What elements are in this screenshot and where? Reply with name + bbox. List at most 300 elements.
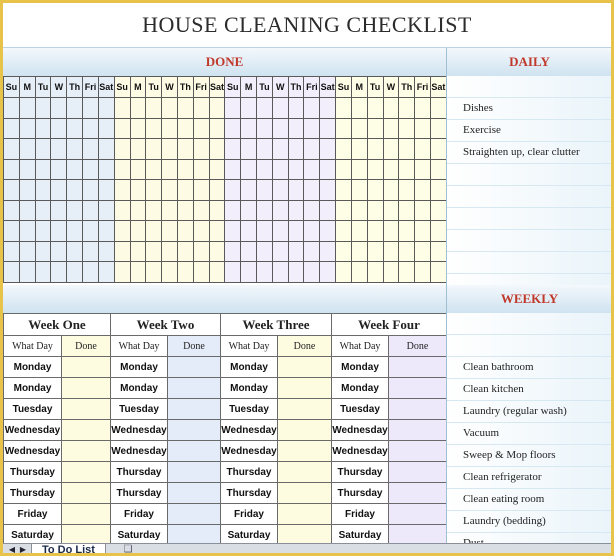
what-day-cell[interactable]: Saturday [111,525,168,546]
grid-check-cell[interactable] [399,241,415,262]
grid-check-cell[interactable] [114,118,130,139]
grid-check-cell[interactable] [241,241,257,262]
grid-check-cell[interactable] [257,118,273,139]
grid-check-cell[interactable] [177,262,193,283]
grid-check-cell[interactable] [399,180,415,201]
grid-check-cell[interactable] [83,139,99,160]
grid-check-cell[interactable] [51,180,67,201]
done-cell[interactable] [389,504,447,525]
grid-check-cell[interactable] [367,159,383,180]
done-cell[interactable] [62,378,111,399]
grid-check-cell[interactable] [67,98,83,119]
grid-check-cell[interactable] [288,159,304,180]
grid-check-cell[interactable] [162,200,178,221]
sheet-tab-to-do-list[interactable]: To Do List [31,544,106,553]
what-day-cell[interactable]: Monday [111,378,168,399]
grid-check-cell[interactable] [98,98,114,119]
done-cell[interactable] [168,357,221,378]
grid-check-cell[interactable] [162,98,178,119]
grid-check-cell[interactable] [383,118,399,139]
grid-check-cell[interactable] [383,159,399,180]
grid-check-cell[interactable] [415,262,431,283]
grid-check-cell[interactable] [19,200,35,221]
done-cell[interactable] [389,462,447,483]
grid-check-cell[interactable] [130,139,146,160]
grid-check-cell[interactable] [162,221,178,242]
what-day-cell[interactable]: Wednesday [332,420,389,441]
done-cell[interactable] [278,441,332,462]
done-cell[interactable] [168,462,221,483]
grid-check-cell[interactable] [177,241,193,262]
what-day-cell[interactable]: Saturday [221,525,278,546]
grid-check-cell[interactable] [98,139,114,160]
grid-check-cell[interactable] [320,221,336,242]
grid-check-cell[interactable] [430,180,446,201]
what-day-cell[interactable]: Tuesday [111,399,168,420]
grid-check-cell[interactable] [193,180,209,201]
done-cell[interactable] [389,483,447,504]
grid-check-cell[interactable] [193,139,209,160]
grid-check-cell[interactable] [35,118,51,139]
what-day-cell[interactable]: Wednesday [111,420,168,441]
grid-check-cell[interactable] [51,98,67,119]
what-day-cell[interactable]: Monday [221,378,278,399]
grid-check-cell[interactable] [35,159,51,180]
grid-check-cell[interactable] [193,221,209,242]
grid-check-cell[interactable] [367,118,383,139]
grid-check-cell[interactable] [146,262,162,283]
grid-check-cell[interactable] [288,98,304,119]
grid-check-cell[interactable] [19,241,35,262]
grid-check-cell[interactable] [177,180,193,201]
what-day-cell[interactable]: Saturday [4,525,62,546]
grid-check-cell[interactable] [430,139,446,160]
what-day-cell[interactable]: Thursday [111,462,168,483]
grid-check-cell[interactable] [225,221,241,242]
grid-check-cell[interactable] [257,241,273,262]
what-day-cell[interactable]: Thursday [4,462,62,483]
grid-check-cell[interactable] [130,159,146,180]
grid-check-cell[interactable] [399,262,415,283]
grid-check-cell[interactable] [83,241,99,262]
what-day-cell[interactable]: Friday [221,504,278,525]
grid-check-cell[interactable] [257,98,273,119]
grid-check-cell[interactable] [272,139,288,160]
what-day-cell[interactable]: Wednesday [221,420,278,441]
grid-check-cell[interactable] [367,241,383,262]
grid-check-cell[interactable] [114,221,130,242]
grid-check-cell[interactable] [146,221,162,242]
grid-check-cell[interactable] [19,159,35,180]
grid-check-cell[interactable] [257,180,273,201]
done-cell[interactable] [278,378,332,399]
grid-check-cell[interactable] [415,241,431,262]
grid-check-cell[interactable] [415,180,431,201]
grid-check-cell[interactable] [430,98,446,119]
grid-check-cell[interactable] [304,159,320,180]
grid-check-cell[interactable] [51,139,67,160]
grid-check-cell[interactable] [19,180,35,201]
what-day-cell[interactable]: Friday [4,504,62,525]
what-day-cell[interactable]: Wednesday [4,420,62,441]
new-sheet-icon[interactable]: ❏ [123,544,133,553]
grid-check-cell[interactable] [35,221,51,242]
grid-check-cell[interactable] [399,221,415,242]
grid-check-cell[interactable] [351,98,367,119]
done-cell[interactable] [62,483,111,504]
grid-check-cell[interactable] [83,118,99,139]
what-day-cell[interactable]: Thursday [221,462,278,483]
grid-check-cell[interactable] [430,221,446,242]
grid-check-cell[interactable] [162,241,178,262]
grid-check-cell[interactable] [130,118,146,139]
grid-check-cell[interactable] [4,180,20,201]
done-cell[interactable] [168,378,221,399]
grid-check-cell[interactable] [4,221,20,242]
grid-check-cell[interactable] [193,98,209,119]
grid-check-cell[interactable] [4,241,20,262]
grid-check-cell[interactable] [177,139,193,160]
grid-check-cell[interactable] [19,118,35,139]
grid-check-cell[interactable] [383,180,399,201]
grid-check-cell[interactable] [351,118,367,139]
done-cell[interactable] [278,399,332,420]
grid-check-cell[interactable] [4,200,20,221]
grid-check-cell[interactable] [162,118,178,139]
grid-check-cell[interactable] [351,139,367,160]
grid-check-cell[interactable] [35,139,51,160]
grid-check-cell[interactable] [272,118,288,139]
what-day-cell[interactable]: Monday [332,378,389,399]
done-cell[interactable] [389,441,447,462]
grid-check-cell[interactable] [146,159,162,180]
grid-check-cell[interactable] [114,180,130,201]
grid-check-cell[interactable] [304,221,320,242]
grid-check-cell[interactable] [257,200,273,221]
grid-check-cell[interactable] [272,200,288,221]
grid-check-cell[interactable] [67,262,83,283]
grid-check-cell[interactable] [83,200,99,221]
grid-check-cell[interactable] [130,262,146,283]
grid-check-cell[interactable] [162,262,178,283]
grid-check-cell[interactable] [257,159,273,180]
done-cell[interactable] [168,441,221,462]
grid-check-cell[interactable] [193,159,209,180]
grid-check-cell[interactable] [225,241,241,262]
grid-check-cell[interactable] [51,262,67,283]
grid-check-cell[interactable] [241,139,257,160]
grid-check-cell[interactable] [162,180,178,201]
grid-check-cell[interactable] [288,180,304,201]
grid-check-cell[interactable] [4,139,20,160]
grid-check-cell[interactable] [67,118,83,139]
grid-check-cell[interactable] [336,200,352,221]
grid-check-cell[interactable] [383,98,399,119]
grid-check-cell[interactable] [320,241,336,262]
grid-check-cell[interactable] [320,180,336,201]
grid-check-cell[interactable] [304,118,320,139]
grid-check-cell[interactable] [272,262,288,283]
grid-check-cell[interactable] [146,118,162,139]
grid-check-cell[interactable] [177,118,193,139]
grid-check-cell[interactable] [288,118,304,139]
grid-check-cell[interactable] [272,180,288,201]
grid-check-cell[interactable] [288,200,304,221]
grid-check-cell[interactable] [19,139,35,160]
grid-check-cell[interactable] [241,118,257,139]
grid-check-cell[interactable] [367,200,383,221]
grid-check-cell[interactable] [336,139,352,160]
grid-check-cell[interactable] [304,262,320,283]
grid-check-cell[interactable] [367,262,383,283]
grid-check-cell[interactable] [399,200,415,221]
grid-check-cell[interactable] [336,221,352,242]
what-day-cell[interactable]: Friday [332,504,389,525]
done-cell[interactable] [168,483,221,504]
grid-check-cell[interactable] [430,262,446,283]
grid-check-cell[interactable] [162,159,178,180]
grid-check-cell[interactable] [225,180,241,201]
grid-check-cell[interactable] [225,159,241,180]
done-cell[interactable] [389,420,447,441]
what-day-cell[interactable]: Monday [332,357,389,378]
grid-check-cell[interactable] [320,139,336,160]
grid-check-cell[interactable] [209,262,225,283]
grid-check-cell[interactable] [320,118,336,139]
grid-check-cell[interactable] [351,200,367,221]
grid-check-cell[interactable] [241,262,257,283]
what-day-cell[interactable]: Wednesday [111,441,168,462]
grid-check-cell[interactable] [272,159,288,180]
grid-check-cell[interactable] [51,118,67,139]
grid-check-cell[interactable] [257,221,273,242]
grid-check-cell[interactable] [35,262,51,283]
grid-check-cell[interactable] [304,180,320,201]
grid-check-cell[interactable] [272,241,288,262]
grid-check-cell[interactable] [415,159,431,180]
grid-check-cell[interactable] [114,159,130,180]
grid-check-cell[interactable] [415,98,431,119]
grid-check-cell[interactable] [83,159,99,180]
grid-check-cell[interactable] [336,98,352,119]
what-day-cell[interactable]: Wednesday [332,441,389,462]
grid-check-cell[interactable] [177,200,193,221]
grid-check-cell[interactable] [336,241,352,262]
done-cell[interactable] [62,420,111,441]
done-cell[interactable] [168,399,221,420]
grid-check-cell[interactable] [288,221,304,242]
grid-check-cell[interactable] [383,241,399,262]
grid-check-cell[interactable] [320,262,336,283]
grid-check-cell[interactable] [430,118,446,139]
grid-check-cell[interactable] [288,241,304,262]
grid-check-cell[interactable] [225,200,241,221]
grid-check-cell[interactable] [336,180,352,201]
what-day-cell[interactable]: Thursday [332,483,389,504]
grid-check-cell[interactable] [351,180,367,201]
what-day-cell[interactable]: Thursday [111,483,168,504]
grid-check-cell[interactable] [51,200,67,221]
grid-check-cell[interactable] [383,200,399,221]
what-day-cell[interactable]: Wednesday [221,441,278,462]
grid-check-cell[interactable] [367,98,383,119]
grid-check-cell[interactable] [146,241,162,262]
grid-check-cell[interactable] [320,200,336,221]
grid-check-cell[interactable] [241,98,257,119]
grid-check-cell[interactable] [67,180,83,201]
grid-check-cell[interactable] [67,139,83,160]
grid-check-cell[interactable] [146,180,162,201]
grid-check-cell[interactable] [225,98,241,119]
grid-check-cell[interactable] [19,262,35,283]
grid-check-cell[interactable] [209,241,225,262]
grid-check-cell[interactable] [130,180,146,201]
grid-check-cell[interactable] [51,241,67,262]
grid-check-cell[interactable] [19,221,35,242]
grid-check-cell[interactable] [304,241,320,262]
grid-check-cell[interactable] [83,180,99,201]
grid-check-cell[interactable] [351,262,367,283]
done-cell[interactable] [168,420,221,441]
grid-check-cell[interactable] [430,159,446,180]
done-cell[interactable] [278,504,332,525]
grid-check-cell[interactable] [225,262,241,283]
grid-check-cell[interactable] [320,98,336,119]
done-cell[interactable] [389,357,447,378]
grid-check-cell[interactable] [130,241,146,262]
grid-check-cell[interactable] [130,221,146,242]
grid-check-cell[interactable] [193,262,209,283]
grid-check-cell[interactable] [399,159,415,180]
done-cell[interactable] [278,483,332,504]
done-cell[interactable] [62,399,111,420]
grid-check-cell[interactable] [320,159,336,180]
grid-check-cell[interactable] [241,180,257,201]
grid-check-cell[interactable] [114,98,130,119]
grid-check-cell[interactable] [351,241,367,262]
grid-check-cell[interactable] [83,98,99,119]
done-cell[interactable] [278,420,332,441]
grid-check-cell[interactable] [383,262,399,283]
grid-check-cell[interactable] [4,262,20,283]
what-day-cell[interactable]: Monday [221,357,278,378]
grid-check-cell[interactable] [193,241,209,262]
what-day-cell[interactable]: Thursday [332,462,389,483]
grid-check-cell[interactable] [67,221,83,242]
grid-check-cell[interactable] [399,98,415,119]
grid-check-cell[interactable] [272,221,288,242]
done-cell[interactable] [62,504,111,525]
done-cell[interactable] [168,504,221,525]
grid-check-cell[interactable] [209,180,225,201]
grid-check-cell[interactable] [51,221,67,242]
done-cell[interactable] [62,462,111,483]
grid-check-cell[interactable] [35,98,51,119]
grid-check-cell[interactable] [130,98,146,119]
grid-check-cell[interactable] [67,241,83,262]
grid-check-cell[interactable] [336,159,352,180]
grid-check-cell[interactable] [162,139,178,160]
grid-check-cell[interactable] [98,159,114,180]
grid-check-cell[interactable] [67,159,83,180]
grid-check-cell[interactable] [193,200,209,221]
grid-check-cell[interactable] [209,221,225,242]
grid-check-cell[interactable] [241,159,257,180]
what-day-cell[interactable]: Saturday [332,525,389,546]
what-day-cell[interactable]: Tuesday [4,399,62,420]
grid-check-cell[interactable] [288,262,304,283]
grid-check-cell[interactable] [415,139,431,160]
grid-check-cell[interactable] [351,221,367,242]
grid-check-cell[interactable] [272,98,288,119]
done-cell[interactable] [389,378,447,399]
grid-check-cell[interactable] [399,139,415,160]
what-day-cell[interactable]: Thursday [221,483,278,504]
what-day-cell[interactable]: Wednesday [4,441,62,462]
what-day-cell[interactable]: Monday [111,357,168,378]
grid-check-cell[interactable] [430,241,446,262]
what-day-cell[interactable]: Monday [4,357,62,378]
grid-check-cell[interactable] [351,159,367,180]
grid-check-cell[interactable] [383,221,399,242]
grid-check-cell[interactable] [209,159,225,180]
grid-check-cell[interactable] [209,98,225,119]
grid-check-cell[interactable] [35,200,51,221]
grid-check-cell[interactable] [130,200,146,221]
grid-check-cell[interactable] [399,118,415,139]
grid-check-cell[interactable] [241,221,257,242]
grid-check-cell[interactable] [177,98,193,119]
grid-check-cell[interactable] [257,139,273,160]
grid-check-cell[interactable] [83,262,99,283]
next-sheet-icon[interactable]: ▶ [19,545,27,553]
grid-check-cell[interactable] [4,98,20,119]
grid-check-cell[interactable] [146,98,162,119]
grid-check-cell[interactable] [51,159,67,180]
grid-check-cell[interactable] [98,118,114,139]
grid-check-cell[interactable] [225,118,241,139]
first-sheet-icon[interactable]: ◀ [8,545,16,553]
grid-check-cell[interactable] [336,118,352,139]
grid-check-cell[interactable] [415,221,431,242]
grid-check-cell[interactable] [177,221,193,242]
grid-check-cell[interactable] [209,139,225,160]
grid-check-cell[interactable] [304,200,320,221]
grid-check-cell[interactable] [4,159,20,180]
grid-check-cell[interactable] [114,241,130,262]
grid-check-cell[interactable] [146,200,162,221]
done-cell[interactable] [278,357,332,378]
grid-check-cell[interactable] [241,200,257,221]
grid-check-cell[interactable] [35,241,51,262]
what-day-cell[interactable]: Thursday [4,483,62,504]
grid-check-cell[interactable] [430,200,446,221]
done-cell[interactable] [389,399,447,420]
grid-check-cell[interactable] [98,221,114,242]
grid-check-cell[interactable] [146,139,162,160]
grid-check-cell[interactable] [336,262,352,283]
grid-check-cell[interactable] [304,98,320,119]
done-cell[interactable] [278,462,332,483]
grid-check-cell[interactable] [367,221,383,242]
grid-check-cell[interactable] [98,241,114,262]
what-day-cell[interactable]: Friday [111,504,168,525]
grid-check-cell[interactable] [83,221,99,242]
grid-check-cell[interactable] [367,180,383,201]
what-day-cell[interactable]: Monday [4,378,62,399]
grid-check-cell[interactable] [114,262,130,283]
what-day-cell[interactable]: Tuesday [332,399,389,420]
